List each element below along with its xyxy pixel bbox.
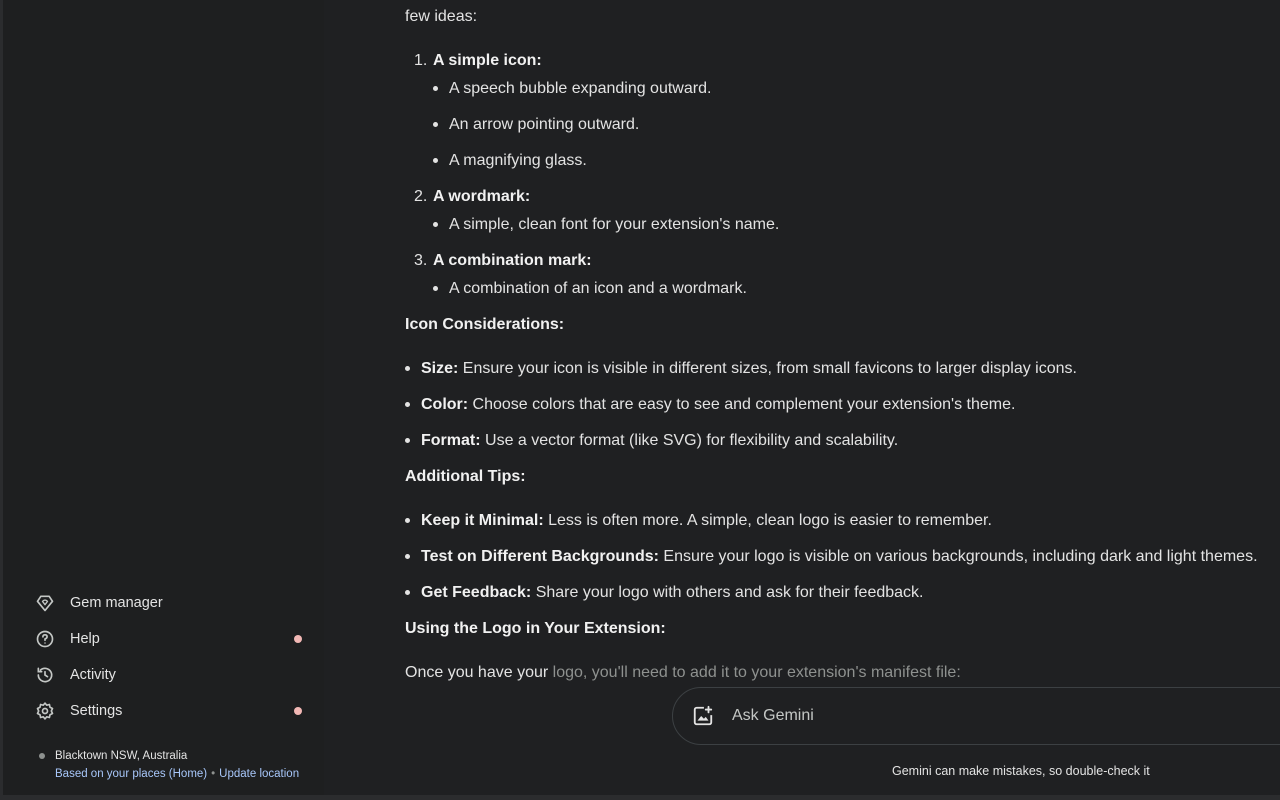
disclaimer-text: Gemini can make mistakes, so double-check it <box>892 764 1150 778</box>
notification-dot <box>294 707 302 715</box>
bullet <box>433 122 438 127</box>
bullet <box>405 366 410 371</box>
gear-icon <box>34 700 56 722</box>
term-text: Share your logo with others and ask for their feedback. <box>531 584 924 601</box>
list-item <box>421 359 1077 379</box>
text-visible: Once you have your <box>405 664 553 681</box>
location-info <box>39 750 299 780</box>
response-text: few ideas: <box>405 8 478 25</box>
bullet <box>433 86 438 91</box>
window-bottom-border <box>0 795 1280 800</box>
sidebar-item-label: Gem manager <box>70 595 163 611</box>
prompt-input-box[interactable] <box>672 687 1280 745</box>
location-place: Blacktown NSW, Australia <box>55 750 188 762</box>
sidebar-item-gem-manager[interactable] <box>33 587 309 619</box>
list-item: A speech bubble expanding outward. <box>449 80 712 97</box>
sidebar <box>0 0 324 795</box>
list-item <box>421 583 923 603</box>
list-number: 1. <box>414 52 428 69</box>
list-item: An arrow pointing outward. <box>449 116 640 133</box>
term-text: Ensure your icon is visible in different sizes, from small favicons to larger display icons. <box>458 360 1077 377</box>
chat-main <box>324 0 1280 795</box>
term: Color: <box>421 396 469 413</box>
bullet <box>405 438 410 443</box>
text-faded: logo, you'll need to add it to your extension's manifest file: <box>552 664 961 681</box>
history-icon <box>34 664 56 686</box>
list-item: A simple, clean font for your extension's name. <box>449 216 780 233</box>
term-text: Choose colors that are easy to see and complement your extension's theme. <box>468 396 1016 413</box>
list-item: A magnifying glass. <box>449 152 587 169</box>
section-heading: Additional Tips: <box>405 468 526 485</box>
term: Test on Different Backgrounds: <box>421 548 659 565</box>
term-text: Use a vector format (like SVG) for flexibility and scalability. <box>480 432 899 449</box>
sidebar-item-activity[interactable] <box>33 659 309 691</box>
bullet <box>405 554 410 559</box>
idea-title: A simple icon: <box>433 52 542 69</box>
bullet <box>405 590 410 595</box>
term: Get Feedback: <box>421 584 532 601</box>
list-item <box>421 431 898 451</box>
term-text: Ensure your logo is visible on various backgrounds, including dark and light themes. <box>658 548 1258 565</box>
bullet <box>405 402 410 407</box>
list-item <box>421 511 992 531</box>
term: Keep it Minimal: <box>421 512 544 529</box>
list-number: 2. <box>414 188 428 205</box>
help-circle-icon <box>34 628 56 650</box>
sidebar-item-label: Settings <box>70 703 123 719</box>
list-item <box>421 547 1258 567</box>
add-image-icon[interactable] <box>692 705 714 727</box>
notification-dot <box>294 635 302 643</box>
sidebar-item-label: Activity <box>70 667 116 683</box>
sidebar-item-label: Help <box>70 631 100 647</box>
location-separator: • <box>211 768 216 780</box>
bullet <box>405 518 410 523</box>
bullet <box>433 222 438 227</box>
bullet <box>433 158 438 163</box>
term: Format: <box>421 432 481 449</box>
response-text <box>405 663 961 683</box>
sidebar-item-help[interactable] <box>33 623 309 655</box>
idea-title: A wordmark: <box>433 188 531 205</box>
section-heading: Icon Considerations: <box>405 316 565 333</box>
term-text: Less is often more. A simple, clean logo is easier to remember. <box>543 512 992 529</box>
term: Size: <box>421 360 459 377</box>
list-item <box>421 395 1015 415</box>
sidebar-item-settings[interactable] <box>33 695 309 727</box>
location-dot-icon <box>39 753 45 759</box>
list-number: 3. <box>414 252 428 269</box>
ask-gemini-input[interactable] <box>730 706 1134 726</box>
bullet <box>433 286 438 291</box>
idea-title: A combination mark: <box>433 252 592 269</box>
update-location-link[interactable]: Update location <box>219 768 300 780</box>
location-basis-link[interactable]: Based on your places (Home) <box>55 768 208 780</box>
gem-heart-icon <box>34 592 56 614</box>
section-heading: Using the Logo in Your Extension: <box>405 620 666 637</box>
list-item: A combination of an icon and a wordmark. <box>449 280 747 297</box>
